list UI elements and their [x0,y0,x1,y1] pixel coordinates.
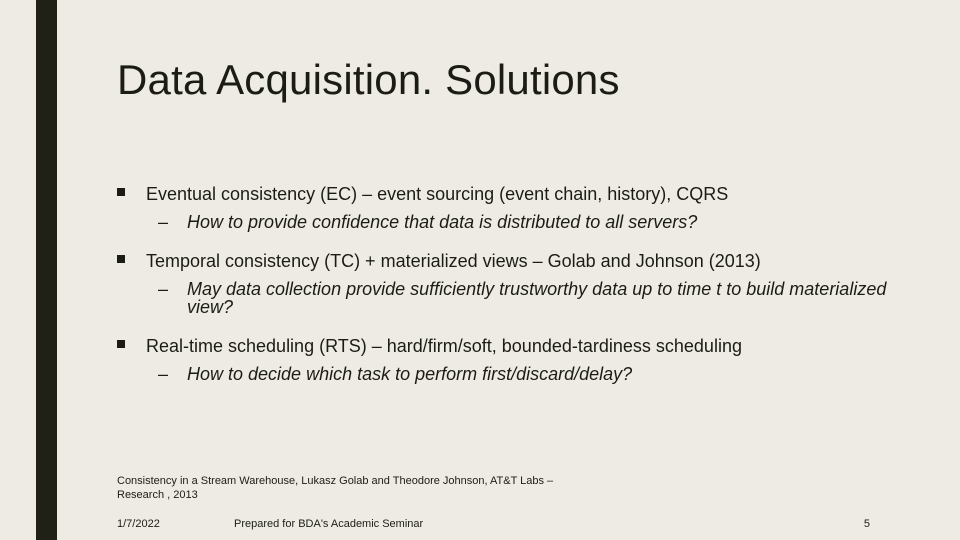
bullet-text: Real-time scheduling (RTS) – hard/firm/soft, bounded-tardiness scheduling [146,336,742,356]
bullet-text: Temporal consistency (TC) + materialized views – Golab and Johnson (2013) [146,251,761,271]
bullet-item [117,250,897,316]
citation: Consistency in a Stream Warehouse, Lukasz Golab and Theodore Johnson, AT&T Labs – Research , 2013 [117,475,554,501]
bullet-text: Eventual consistency (EC) – event sourcing (event chain, history), CQRS [146,184,729,204]
sub-bullet [146,280,897,316]
dash-marker: – [158,364,169,384]
square-bullet-icon [117,188,125,196]
sub-bullet [146,213,897,231]
bullet-item [117,335,897,383]
sub-bullet [146,365,897,383]
footer-text: Prepared for BDA's Academic Seminar [234,518,424,530]
slide-title: Data Acquisition. Solutions [117,56,620,103]
accent-bar [36,0,57,540]
dash-marker: – [158,212,169,232]
page-number: 5 [863,518,870,530]
square-bullet-icon [117,340,125,348]
footer-date: 1/7/2022 [117,518,160,530]
bullet-list [117,183,897,402]
square-bullet-icon [117,255,125,263]
dash-marker: – [158,279,169,299]
sub-bullet-text: May data collection provide sufficiently trustworthy data up to time t to build materialized view? [187,279,887,317]
sub-bullet-text: How to decide which task to perform first/discard/delay? [187,364,633,384]
sub-bullet-text: How to provide confidence that data is distributed to all servers? [187,212,698,232]
bullet-item [117,183,897,231]
